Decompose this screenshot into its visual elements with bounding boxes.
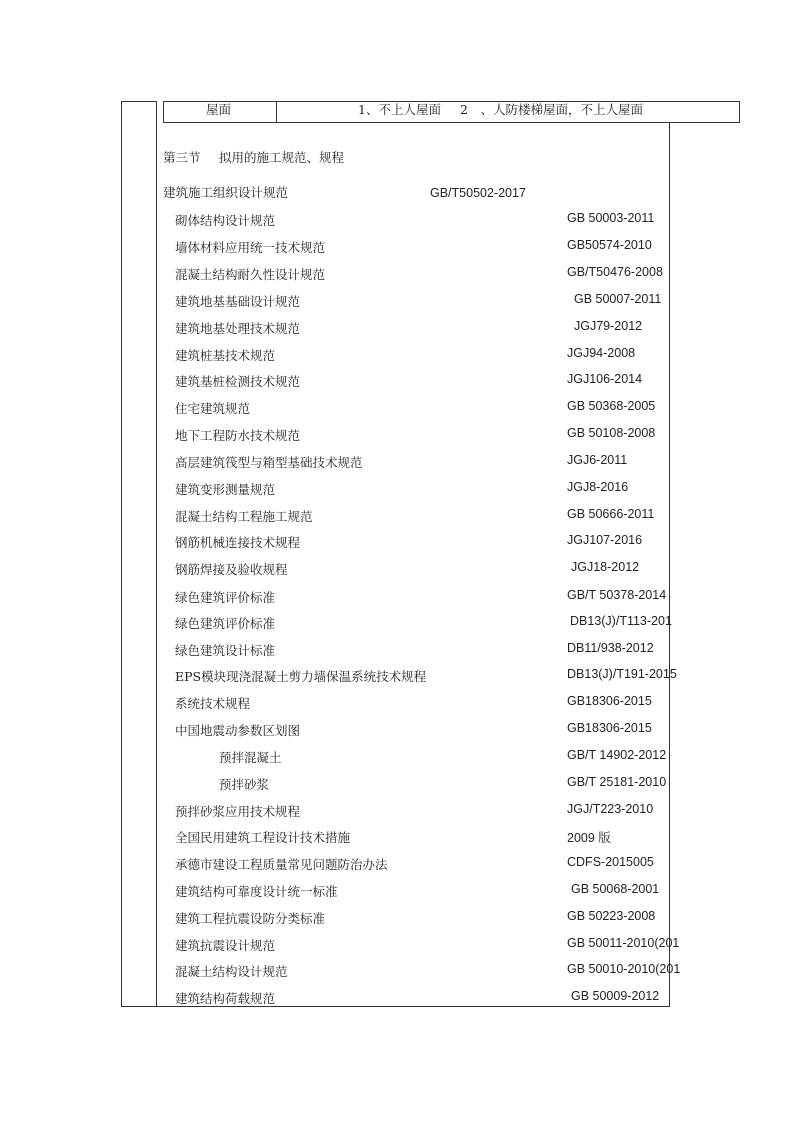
standard-name: 预拌砂浆应用技术规程 [175, 804, 301, 819]
standard-name: 绿色建筑设计标准 [175, 643, 276, 658]
standard-code: GB 50666-2011 [567, 507, 655, 521]
section-number: 第三节 [163, 150, 201, 165]
table-row-value-2: 2 、人防楼梯屋面，不上人屋面 [460, 102, 643, 117]
standard-name: 中国地震动参数区划图 [175, 723, 301, 738]
standard-name: 绿色建筑评价标准 [175, 590, 276, 605]
standard-code: GB 50010-2010(201 [567, 962, 681, 976]
standard-name: 建筑抗震设计规范 [175, 938, 276, 953]
standard-name: 钢筋焊接及验收规程 [175, 562, 288, 577]
standard-name: 砌体结构设计规范 [175, 213, 276, 228]
standard-name: 建筑地基基础设计规范 [175, 294, 301, 309]
standard-code: JGJ6-2011 [567, 453, 628, 467]
standard-code: DB11/938-2012 [567, 641, 654, 655]
standard-code: JGJ18-2012 [571, 560, 640, 574]
standard-name: 建筑桩基技术规范 [175, 348, 276, 363]
standard-code: GB 50068-2001 [571, 882, 660, 896]
frame-left-inner [156, 101, 157, 1007]
table-bottom-border [163, 122, 740, 123]
table-row-label: 屋面 [206, 102, 232, 117]
standard-name: 建筑地基处理技术规范 [175, 321, 301, 336]
standard-code: GB18306-2015 [567, 694, 652, 708]
standard-name: 预拌砂浆 [219, 777, 270, 792]
standard-code: GB 50007-2011 [574, 292, 662, 306]
standard-code: GB/T 25181-2010 [567, 775, 667, 789]
section-title: 拟用的施工规范、规程 [219, 150, 345, 165]
frame-right [669, 122, 670, 1007]
standard-code: DB13(J)/T191-2015 [567, 667, 677, 681]
standard-code: DB13(J)/T113-201 [570, 614, 672, 628]
standard-name: 混凝土结构耐久性设计规范 [175, 267, 326, 282]
standard-name: 建筑基桩检测技术规范 [175, 374, 301, 389]
table-top-border [163, 101, 740, 102]
standard-name: 建筑工程抗震设防分类标准 [175, 911, 326, 926]
standard-name: 混凝土结构工程施工规范 [175, 509, 313, 524]
standard-code: GB 50009-2012 [571, 989, 660, 1003]
standard-code: GB50574-2010 [567, 238, 652, 252]
standard-name: 建筑结构荷载规范 [175, 991, 276, 1006]
table-row-value-1: 1、不上人屋面 [358, 102, 441, 117]
standard-name: 建筑结构可靠度设计统一标准 [175, 884, 338, 899]
standard-code: GB 50011-2010(201 [567, 936, 680, 950]
table-left-border [163, 101, 164, 123]
table-right-border [739, 101, 740, 123]
standard-name: 预拌混凝土 [219, 750, 282, 765]
standard-code: GB/T50502-2017 [430, 186, 526, 200]
frame-left-outer [121, 101, 122, 1007]
standard-name: 高层建筑筏型与箱型基础技术规范 [175, 455, 363, 470]
standard-name: 钢筋机械连接技术规程 [175, 535, 301, 550]
standard-code: JGJ79-2012 [574, 319, 643, 333]
frame-top-left [121, 101, 157, 102]
standard-name: 住宅建筑规范 [175, 401, 251, 416]
standard-name: 地下工程防水技术规范 [175, 428, 301, 443]
standard-code: GB/T50476-2008 [567, 265, 663, 279]
standard-code: JGJ106-2014 [567, 372, 643, 386]
standard-code: GB18306-2015 [567, 721, 652, 735]
standard-code: GB 50108-2008 [567, 426, 656, 440]
standard-name: 系统技术规程 [175, 696, 251, 711]
standard-name: 墙体材料应用统一技术规范 [175, 240, 326, 255]
table-col-divider [276, 101, 277, 123]
standard-code: GB/T 50378-2014 [567, 588, 667, 602]
standard-code: JGJ/T223-2010 [567, 802, 654, 816]
standard-code: JGJ107-2016 [567, 533, 643, 547]
standard-name: 混凝土结构设计规范 [175, 964, 288, 979]
standard-code: GB 50003-2011 [567, 211, 655, 225]
standard-code: CDFS-2015005 [567, 855, 654, 869]
standard-name: EPS模块现浇混凝土剪力墙保温系统技术规程 [175, 669, 427, 684]
standard-name: 绿色建筑评价标准 [175, 616, 276, 631]
standard-name: 全国民用建筑工程设计技术措施 [175, 830, 351, 845]
standard-code: GB 50223-2008 [567, 909, 656, 923]
standard-code: 2009 版 [567, 831, 611, 845]
standard-name: 建筑施工组织设计规范 [163, 185, 289, 200]
standard-code: GB 50368-2005 [567, 399, 656, 413]
standard-name: 建筑变形测量规范 [175, 482, 276, 497]
standard-name: 承德市建设工程质量常见问题防治办法 [175, 857, 388, 872]
standard-code: JGJ94-2008 [567, 346, 636, 360]
standard-code: GB/T 14902-2012 [567, 748, 667, 762]
standard-code: JGJ8-2016 [567, 480, 629, 494]
